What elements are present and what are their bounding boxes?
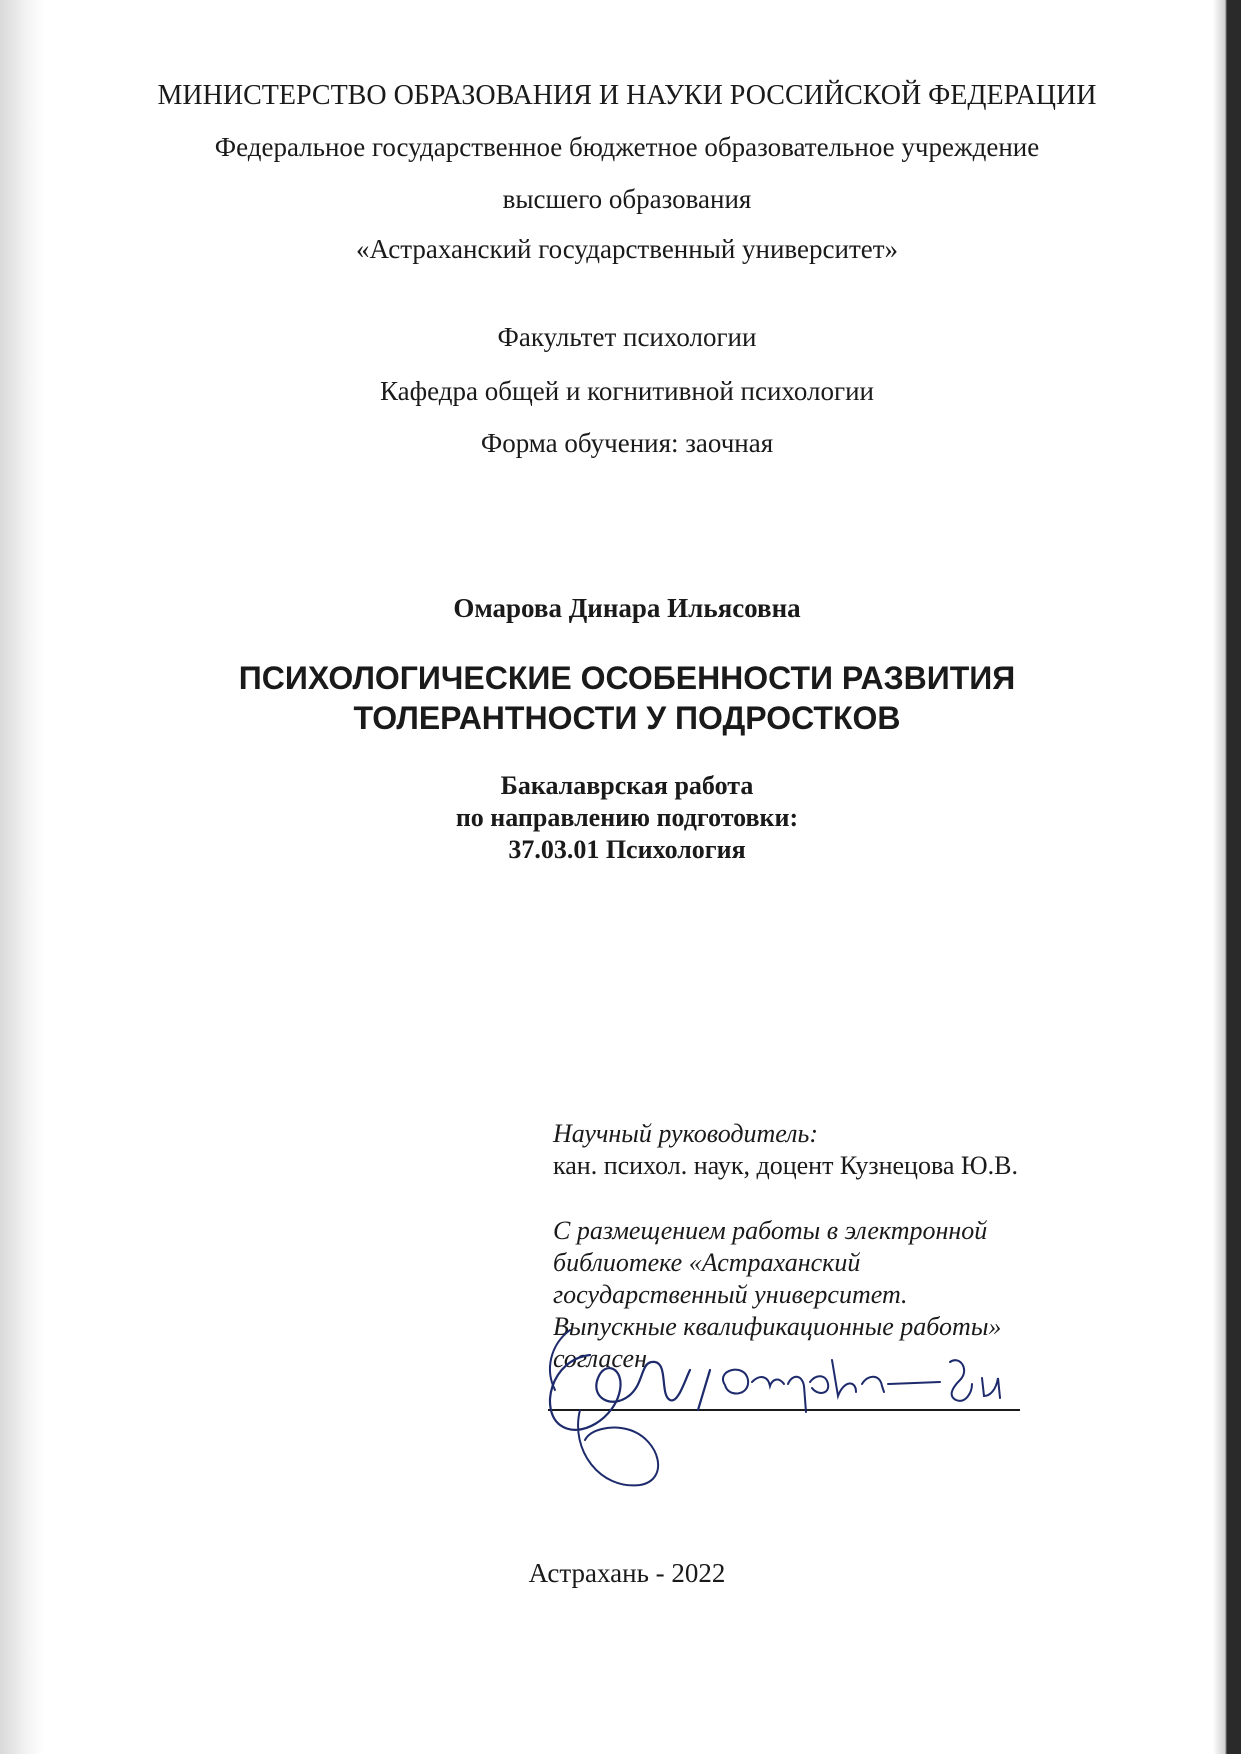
scan-shadow-right — [1213, 0, 1241, 1754]
faculty-name: Факультет психологии — [497, 322, 757, 352]
consent-line-3: государственный университет. — [553, 1280, 908, 1309]
signature-stroke-3 — [550, 1330, 570, 1390]
signature-stroke-2 — [578, 1410, 658, 1485]
institution-type-line: Федеральное государственное бюджетное образовательное учреждение — [214, 132, 1040, 162]
study-form: Форма обучения: заочная — [480, 428, 774, 458]
city-year: Астрахань - 2022 — [528, 1558, 726, 1588]
direction-code: 37.03.01 Психология — [508, 835, 746, 864]
consent-line-2: библиотеке «Астраханский — [553, 1248, 861, 1277]
scan-shadow-left — [0, 0, 44, 1754]
department-name: Кафедра общей и когнитивной психологии — [380, 376, 874, 406]
ministry-line: МИНИСТЕРСТВО ОБРАЗОВАНИЯ И НАУКИ РОССИЙСКОЙ ФЕДЕРАЦИИ — [157, 80, 1097, 111]
handwritten-signature — [520, 1300, 1040, 1500]
consent-line-4: Выпускные квалификационные работы» — [553, 1312, 1002, 1341]
signature-name-stroke — [723, 1360, 940, 1412]
consent-line-1: С размещением работы в электронной — [553, 1216, 988, 1245]
work-type-block — [62, 770, 1192, 866]
thesis-title-line-1: ПСИХОЛОГИЧЕСКИЕ ОСОБЕННОСТИ РАЗВИТИЯ — [238, 660, 1016, 696]
supervisor-label: Научный руководитель: — [553, 1119, 819, 1148]
signature-slash — [698, 1370, 710, 1410]
consent-line-5: согласен — [553, 1344, 647, 1373]
work-type: Бакалаврская работа — [500, 771, 754, 800]
signature-stroke-1 — [550, 1355, 690, 1430]
university-name: «Астраханский государственный университет» — [355, 234, 899, 264]
thesis-title-line-2: ТОЛЕРАНТНОСТИ У ПОДРОСТКОВ — [353, 700, 901, 736]
thesis-title — [62, 658, 1192, 738]
signature-area — [520, 1300, 1040, 1500]
signature-initials-stroke — [950, 1360, 1000, 1401]
institution-level-line: высшего образования — [502, 184, 752, 214]
direction-label: по направлению подготовки: — [455, 803, 799, 832]
supervisor-name: кан. психол. наук, доцент Кузнецова Ю.В. — [553, 1151, 1018, 1180]
supervisor-block — [553, 1118, 1113, 1182]
author-name: Омарова Динара Ильясовна — [453, 593, 801, 623]
